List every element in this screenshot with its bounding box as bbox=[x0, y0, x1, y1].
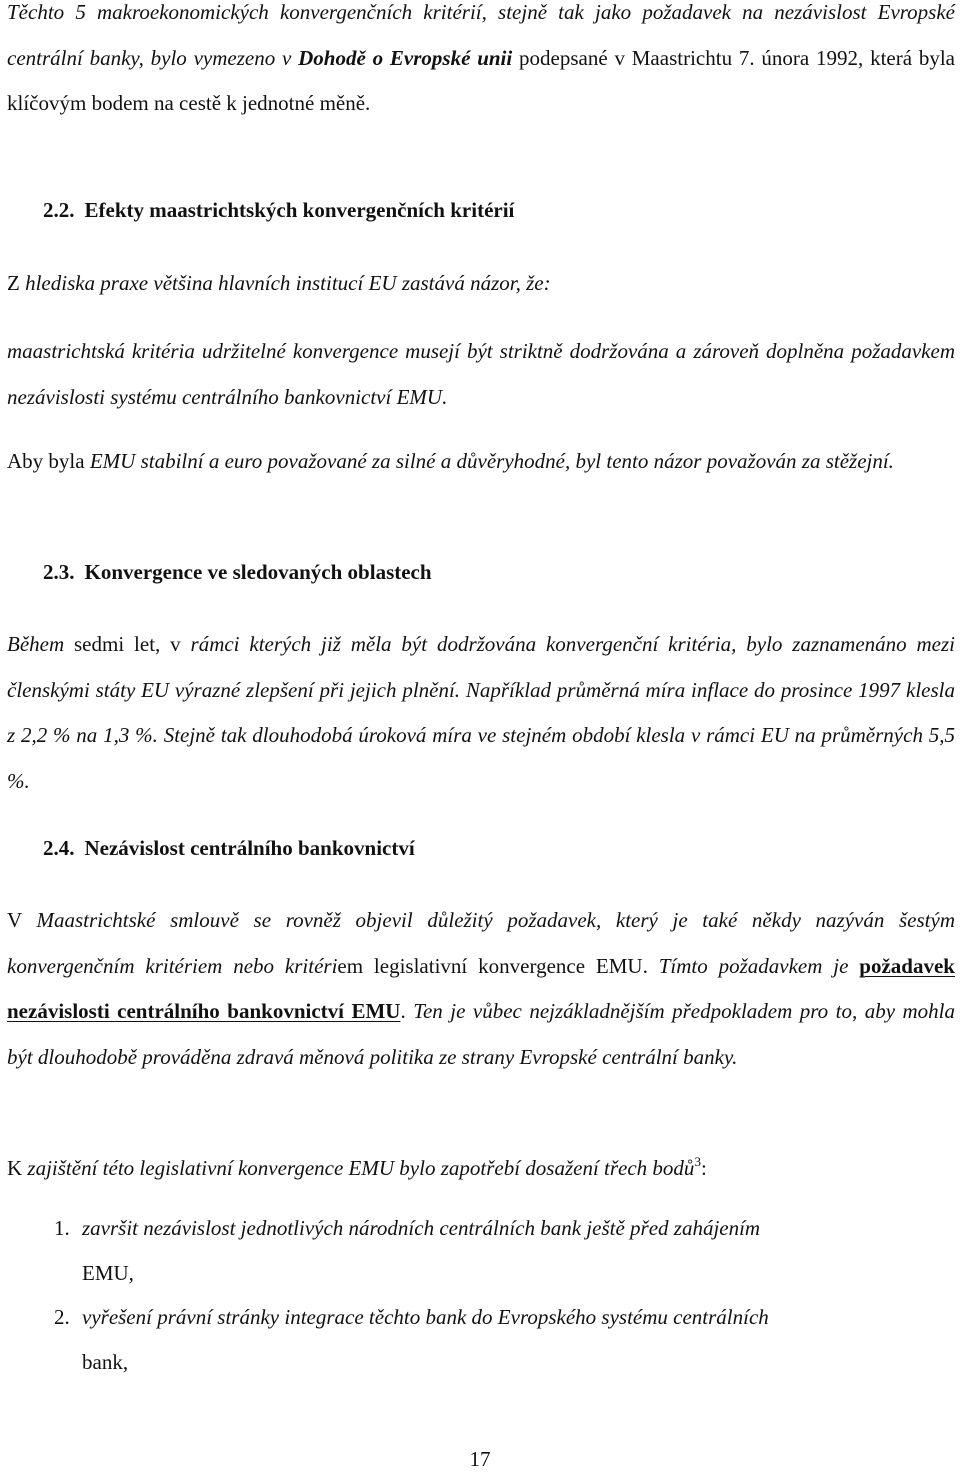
section-2-3-title: Konvergence ve sledovaných oblastech bbox=[84, 560, 432, 584]
page-number: 17 bbox=[469, 1447, 491, 1471]
s24-p2-text-1: K bbox=[7, 1156, 28, 1180]
footnote-reference: 3 bbox=[694, 1154, 701, 1169]
section-2-2-heading bbox=[43, 198, 514, 223]
s22-p1-text-2: hlediska praxe většina hlavních institucí EU zastává názor, že: bbox=[25, 271, 551, 295]
section-2-2-number: 2.2. bbox=[43, 198, 75, 222]
section-2-3-paragraph-1 bbox=[7, 622, 955, 804]
s23-p1-text-2: sedmi let, v bbox=[64, 632, 191, 656]
intro-text-3: podepsané v Maastrichtu 7. února 1992, která byla klíčovým bodem na cestě k jednotné měně. bbox=[7, 45, 955, 115]
section-2-2-paragraph-1 bbox=[7, 261, 955, 307]
list-item bbox=[54, 1295, 955, 1385]
s22-p3-text-1: Aby byla bbox=[7, 449, 90, 473]
list-item-number: 2. bbox=[54, 1305, 70, 1329]
section-2-2-paragraph-2: maastrichtská kritéria udržitelné konvergence musejí být striktně dodržována a zároveň doplněna požadavkem nezávislosti systému centrálního bankovnictví EMU. bbox=[7, 339, 955, 409]
s24-p1-text-6: . bbox=[400, 999, 414, 1023]
section-2-4-heading bbox=[43, 836, 415, 861]
treaty-name: Dohodě o Evropské unii bbox=[298, 45, 513, 70]
section-2-4-title: Nezávislost centrálního bankovnictví bbox=[84, 836, 415, 860]
s24-p1-text-7: Ten je vůbec nejzákladnějším předpokladem pro to, aby mohla být dlouhodobě prováděna zdravá měnová politika ze strany Evropské centrální banky. bbox=[7, 999, 955, 1069]
section-2-2-paragraph-3 bbox=[7, 439, 955, 485]
s24-p2-text-3: : bbox=[700, 1156, 707, 1180]
s24-p1-text-3: em legislativní konvergence EMU. bbox=[337, 953, 659, 978]
list-item-continuation: bank, bbox=[82, 1350, 129, 1374]
s24-p1-text-1: V bbox=[7, 908, 37, 932]
section-2-2-title: Efekty maastrichtských konvergenčních kritérií bbox=[84, 198, 515, 222]
list-item-number: 1. bbox=[54, 1216, 70, 1240]
s23-p1-text-1: Během bbox=[7, 632, 65, 656]
list-item-text: vyřešení právní stránky integrace těchto bank do Evropského systému centrálních bbox=[82, 1305, 769, 1329]
section-2-3-number: 2.3. bbox=[43, 560, 75, 584]
section-2-4-paragraph-2 bbox=[7, 1146, 955, 1192]
s23-p1-text-3: rámci kterých již měla být dodržována konvergenční kritéria, bylo zaznamenáno mezi členskými státy EU výrazné zlepšení při jejich plnění. Například průměrná míra inflace do prosince 1997 klesla z 2,2 % na 1,3 %. Stejně tak dlouhodobá úroková míra ve stejném období klesla v rámci EU na průměrných 5,5 %. bbox=[7, 632, 955, 793]
list-item bbox=[54, 1206, 955, 1296]
intro-paragraph bbox=[7, 0, 955, 127]
s24-p2-text-2: zajištění této legislativní konvergence EMU bylo zapotřebí dosažení třech bodů bbox=[27, 1156, 695, 1180]
s24-p1-text-2: Maastrichtské smlouvě se rovněž objevil důležitý požadavek, který je také někdy nazýván šestým konvergenčním kritériem nebo kritéri bbox=[7, 908, 955, 978]
central-bank-independence-requirement: požadavek nezávislosti centrálního bankovnictví EMU bbox=[7, 953, 955, 1023]
s22-p1-text-1: Z bbox=[7, 271, 26, 295]
s24-p1-text-4: Tímto požadavkem je bbox=[658, 953, 860, 978]
section-2-4-paragraph-1 bbox=[7, 898, 955, 1080]
section-2-4-number: 2.4. bbox=[43, 836, 75, 860]
s22-p3-text-2: EMU stabilní a euro považované za silné a důvěryhodné, byl tento názor považován za stěžejní. bbox=[89, 449, 894, 473]
list-item-text: završit nezávislost jednotlivých národních centrálních bank ještě před zahájením bbox=[82, 1216, 761, 1240]
intro-text-1: Těchto 5 makroekonomických konvergenčních kritérií, stejně tak jako požadavek na nezávislost Evropské centrální banky, bylo vymezeno v bbox=[7, 0, 955, 70]
section-2-3-heading bbox=[43, 560, 432, 585]
list-item-continuation: EMU, bbox=[82, 1261, 134, 1285]
